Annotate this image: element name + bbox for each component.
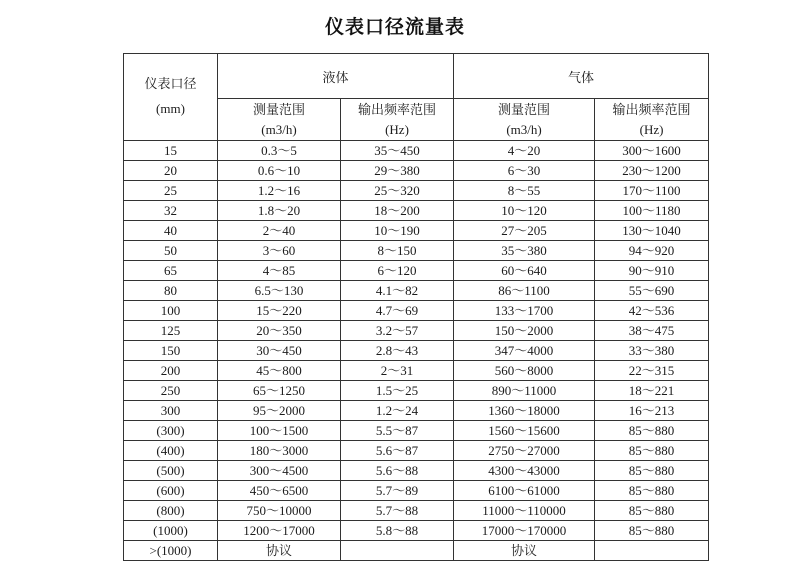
cell-liquid-range: 协议: [218, 541, 341, 561]
table-row: [124, 261, 709, 281]
cell-liquid-freq: 6～120: [341, 261, 454, 281]
cell-gas-freq: 100～1180: [595, 201, 709, 221]
table-row: [124, 201, 709, 221]
cell-diameter: (800): [124, 501, 218, 521]
header-liquid-freq-unit: (Hz): [385, 121, 409, 137]
cell-gas-freq: 16～213: [595, 401, 709, 421]
cell-gas-freq: 90～910: [595, 261, 709, 281]
cell-liquid-range: 2～40: [218, 221, 341, 241]
header-diameter-label: 仪表口径: [144, 76, 197, 92]
cell-gas-range: 27～205: [454, 221, 595, 241]
table-row: [124, 161, 709, 181]
cell-gas-range: 60～640: [454, 261, 595, 281]
cell-diameter: (600): [124, 481, 218, 501]
header-gas-range-label: 测量范围: [498, 102, 551, 117]
cell-gas-range: 协议: [454, 541, 595, 561]
cell-liquid-freq: 1.5～25: [341, 381, 454, 401]
cell-liquid-range: 30～450: [218, 341, 341, 361]
table-row: [124, 401, 709, 421]
cell-gas-range: 1360～18000: [454, 401, 595, 421]
cell-gas-freq: 94～920: [595, 241, 709, 261]
cell-gas-freq: 230～1200: [595, 161, 709, 181]
cell-liquid-freq: [341, 541, 454, 561]
cell-liquid-freq: 2～31: [341, 361, 454, 381]
table-row: [124, 461, 709, 481]
cell-liquid-freq: 35～450: [341, 141, 454, 161]
cell-gas-freq: 38～475: [595, 321, 709, 341]
cell-liquid-range: 750～10000: [218, 501, 341, 521]
cell-gas-freq: 85～880: [595, 461, 709, 481]
cell-diameter: 65: [124, 261, 218, 281]
table-row: [124, 541, 709, 561]
cell-liquid-range: 300～4500: [218, 461, 341, 481]
header-liquid-range-unit: (m3/h): [261, 121, 297, 137]
cell-liquid-range: 1.2～16: [218, 181, 341, 201]
table-row: [124, 501, 709, 521]
cell-liquid-range: 1.8～20: [218, 201, 341, 221]
cell-gas-range: 4300～43000: [454, 461, 595, 481]
cell-diameter: (1000): [124, 521, 218, 541]
cell-liquid-freq: 1.2～24: [341, 401, 454, 421]
cell-liquid-range: 20～350: [218, 321, 341, 341]
header-diameter: [124, 54, 218, 141]
table-row: [124, 361, 709, 381]
cell-diameter: 300: [124, 401, 218, 421]
table-row: [124, 321, 709, 341]
table-row: [124, 141, 709, 161]
cell-gas-range: 86～1100: [454, 281, 595, 301]
cell-diameter: 150: [124, 341, 218, 361]
cell-gas-range: 35～380: [454, 241, 595, 261]
table-row: [124, 301, 709, 321]
header-group-gas: 气体: [454, 54, 709, 99]
cell-diameter: 200: [124, 361, 218, 381]
cell-gas-freq: 85～880: [595, 521, 709, 541]
cell-gas-freq: 300～1600: [595, 141, 709, 161]
header-gas-freq: [595, 99, 709, 141]
table-row: [124, 381, 709, 401]
cell-gas-freq: 85～880: [595, 421, 709, 441]
cell-liquid-range: 4～85: [218, 261, 341, 281]
header-liquid-range-label: 测量范围: [252, 102, 305, 117]
table-row: [124, 281, 709, 301]
flow-rate-table: [123, 53, 709, 561]
cell-gas-range: 11000～110000: [454, 501, 595, 521]
table-row: [124, 421, 709, 441]
header-group-row: [124, 54, 709, 99]
cell-gas-range: 560～8000: [454, 361, 595, 381]
cell-liquid-freq: 29～380: [341, 161, 454, 181]
header-gas-range-unit: (m3/h): [506, 121, 542, 137]
cell-gas-freq: [595, 541, 709, 561]
cell-gas-range: 1560～15600: [454, 421, 595, 441]
cell-gas-range: 2750～27000: [454, 441, 595, 461]
cell-liquid-range: 3～60: [218, 241, 341, 261]
table-row: [124, 181, 709, 201]
cell-diameter: 125: [124, 321, 218, 341]
cell-gas-freq: 33～380: [595, 341, 709, 361]
cell-liquid-range: 95～2000: [218, 401, 341, 421]
table-row: [124, 521, 709, 541]
header-liquid-freq-label: 输出频率范围: [358, 102, 437, 117]
cell-diameter: 25: [124, 181, 218, 201]
cell-gas-freq: 85～880: [595, 441, 709, 461]
cell-gas-freq: 85～880: [595, 481, 709, 501]
cell-liquid-freq: 10～190: [341, 221, 454, 241]
cell-gas-range: 10～120: [454, 201, 595, 221]
cell-liquid-freq: 5.7～88: [341, 501, 454, 521]
header-gas-range: [454, 99, 595, 141]
table-body: [124, 141, 709, 561]
cell-liquid-range: 65～1250: [218, 381, 341, 401]
table-row: [124, 241, 709, 261]
header-diameter-unit: (mm): [156, 101, 185, 116]
cell-liquid-freq: 25～320: [341, 181, 454, 201]
cell-gas-range: 6～30: [454, 161, 595, 181]
cell-liquid-range: 450～6500: [218, 481, 341, 501]
cell-diameter: 250: [124, 381, 218, 401]
cell-diameter: 40: [124, 221, 218, 241]
header-liquid-freq: [341, 99, 454, 141]
cell-liquid-range: 180～3000: [218, 441, 341, 461]
cell-gas-range: 133～1700: [454, 301, 595, 321]
cell-liquid-freq: 5.8～88: [341, 521, 454, 541]
table-row: [124, 481, 709, 501]
cell-liquid-freq: 5.5～87: [341, 421, 454, 441]
cell-gas-freq: 22～315: [595, 361, 709, 381]
cell-gas-range: 6100～61000: [454, 481, 595, 501]
cell-liquid-freq: 3.2～57: [341, 321, 454, 341]
cell-liquid-freq: 4.1～82: [341, 281, 454, 301]
cell-liquid-freq: 5.7～89: [341, 481, 454, 501]
cell-liquid-range: 1200～17000: [218, 521, 341, 541]
header-group-liquid: 液体: [218, 54, 454, 99]
cell-diameter: (500): [124, 461, 218, 481]
cell-diameter: 50: [124, 241, 218, 261]
cell-gas-freq: 130～1040: [595, 221, 709, 241]
cell-gas-range: 150～2000: [454, 321, 595, 341]
cell-diameter: 15: [124, 141, 218, 161]
cell-liquid-freq: 5.6～87: [341, 441, 454, 461]
cell-liquid-range: 45～800: [218, 361, 341, 381]
cell-diameter: 80: [124, 281, 218, 301]
cell-liquid-range: 100～1500: [218, 421, 341, 441]
table-row: [124, 221, 709, 241]
cell-gas-freq: 42～536: [595, 301, 709, 321]
cell-gas-range: 347～4000: [454, 341, 595, 361]
cell-liquid-freq: 4.7～69: [341, 301, 454, 321]
cell-diameter: 100: [124, 301, 218, 321]
cell-liquid-freq: 2.8～43: [341, 341, 454, 361]
cell-liquid-freq: 8～150: [341, 241, 454, 261]
cell-liquid-range: 0.3～5: [218, 141, 341, 161]
cell-diameter: 20: [124, 161, 218, 181]
cell-gas-freq: 55～690: [595, 281, 709, 301]
cell-diameter: 32: [124, 201, 218, 221]
page-title: 仪表口径流量表: [324, 17, 465, 38]
header-gas-freq-label: 输出频率范围: [612, 102, 691, 117]
cell-diameter: (400): [124, 441, 218, 461]
cell-liquid-range: 6.5～130: [218, 281, 341, 301]
cell-gas-range: 8～55: [454, 181, 595, 201]
cell-gas-freq: 170～1100: [595, 181, 709, 201]
cell-gas-range: 890～11000: [454, 381, 595, 401]
header-liquid-range: [218, 99, 341, 141]
cell-diameter: >(1000): [124, 541, 218, 561]
table-row: [124, 441, 709, 461]
table-row: [124, 341, 709, 361]
cell-liquid-freq: 18～200: [341, 201, 454, 221]
cell-gas-freq: 18～221: [595, 381, 709, 401]
cell-liquid-freq: 5.6～88: [341, 461, 454, 481]
header-gas-freq-unit: (Hz): [639, 121, 664, 137]
cell-gas-range: 4～20: [454, 141, 595, 161]
cell-gas-freq: 85～880: [595, 501, 709, 521]
cell-gas-range: 17000～170000: [454, 521, 595, 541]
cell-diameter: (300): [124, 421, 218, 441]
cell-liquid-range: 0.6～10: [218, 161, 341, 181]
cell-liquid-range: 15～220: [218, 301, 341, 321]
